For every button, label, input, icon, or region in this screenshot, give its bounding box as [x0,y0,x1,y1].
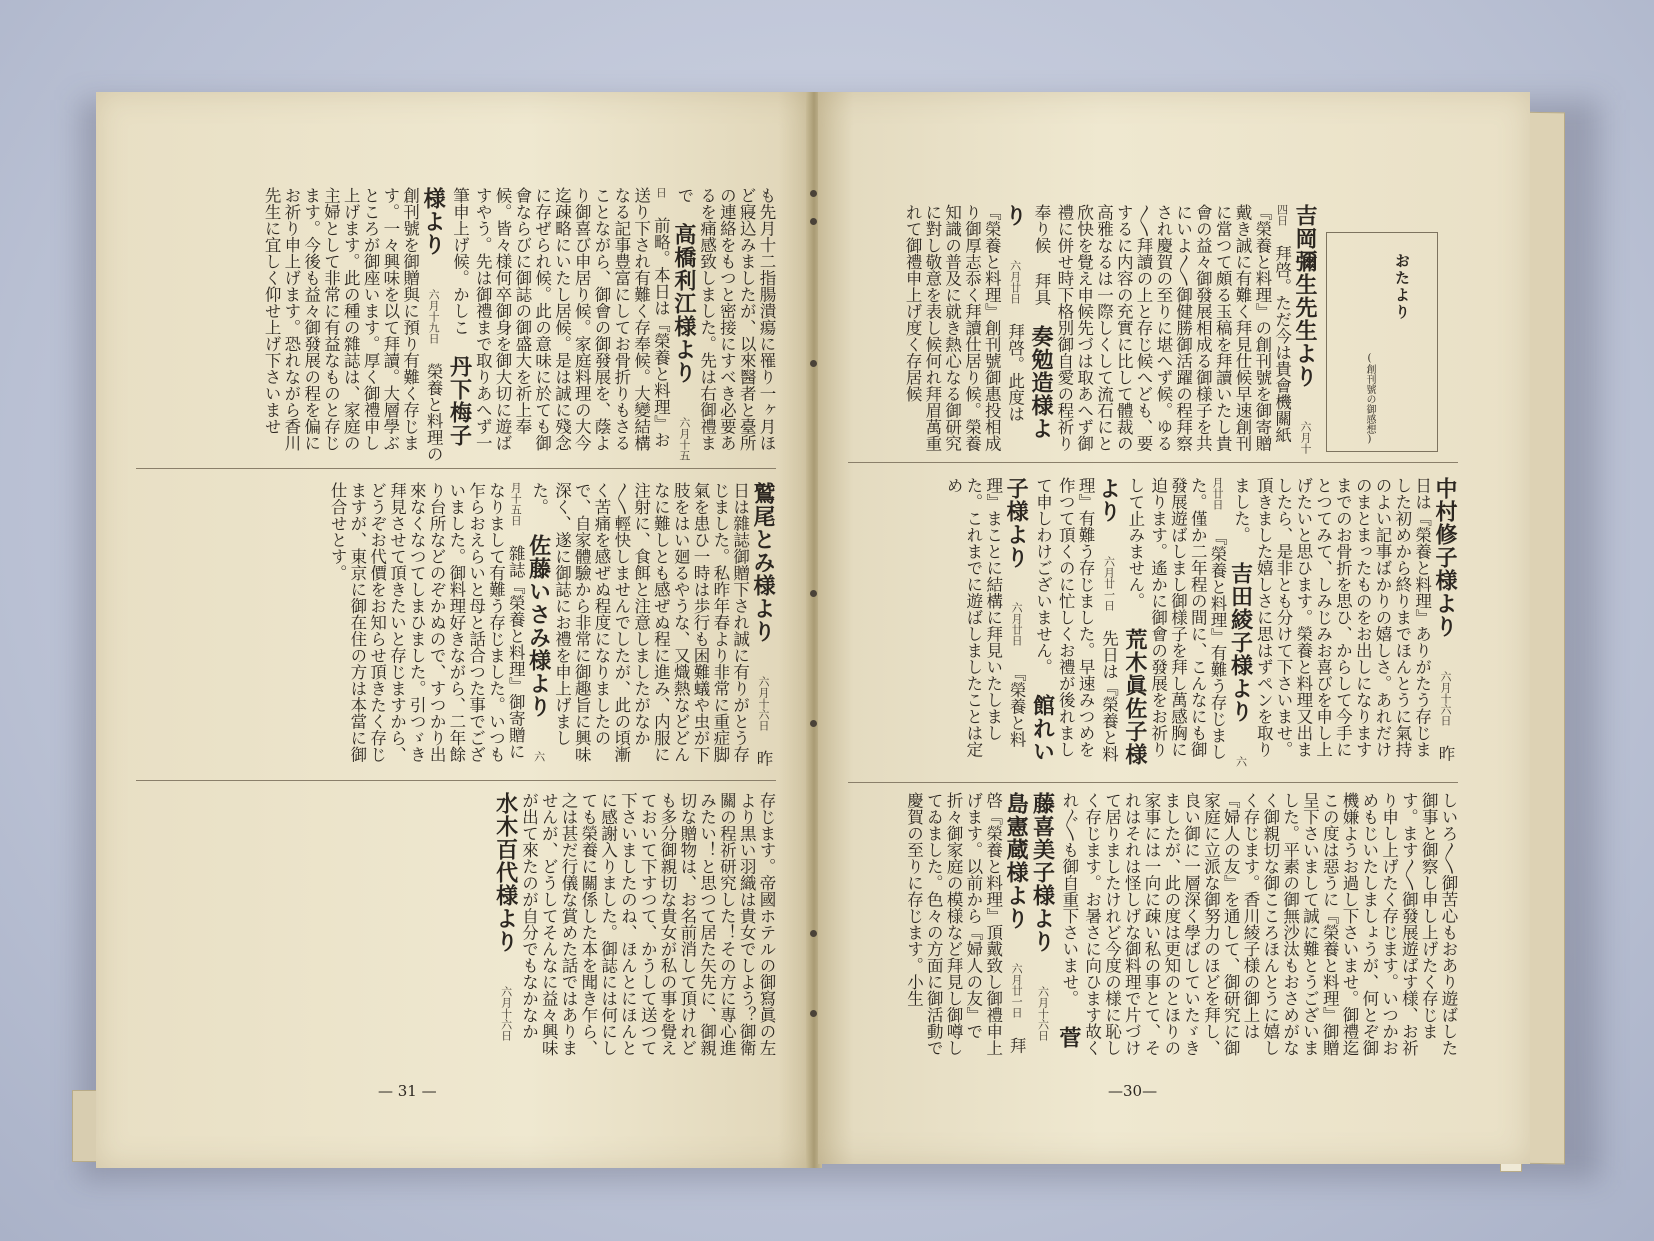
stitch-hole [810,218,817,225]
sender-name: 吉岡彌生先生より [1292,204,1318,388]
letter-date: 六月十五日 [654,187,691,461]
right-mid-block [848,477,1458,772]
letter-date: 六月廿一日 [1102,556,1116,611]
sender-name: 丹下梅子様より [420,187,473,447]
sender-name: 高橋利江様より [670,222,697,384]
letter-date: 六月十六日 [499,986,513,1041]
sender-name: 島憲蔵様より [1003,792,1030,930]
letter-text: 昨日は『榮養と料理』ありがたう存じました初めから終りまでほんとうに氣持のよい記事ばかりの嬉しさ。あれだけのまとまったものをお出しになりますまでのお骨折を思ひ、からして今手にとつてみて、しみじみお喜びを申し上げたいと思ひます。榮養と料理又出ましたら、是非とも分けて下さいませ。頂きました嬉しさに思はずペンを取りました。 [1231,477,1455,762]
letter-text: 『榮養と料理』有難う存じました。僅か二年程の間に、こんなにも御發展遊ばしまし御様子を拜し萬感胸に迫ります。遙かに御會の發展をお祈りして止みません。 [1125,477,1228,760]
divider [848,462,1458,463]
stitch-hole [810,930,817,937]
column-title-box [1326,232,1438,452]
letter-closing: 拜具 [1032,272,1052,306]
left-bot-block [136,792,776,1062]
letter-text: しいろ〳〵御苦心もおあり遊ばした御事と御察し申し上げたく存じます。ます〳〵御發展遊ばす様、お祈り申し上げたく存じます。いつかおめもじいたしましょうが、何とぞ御機嫌ようお過し下さいませ。御禮迄 この度は惡うに『榮養と料理』御贈呈下さいまして誠に難とうございました。平素の御無沙汰もおさめがなく御親切な御こころほんとうに嬉しく存じます。香川綾子様の御上は『婦人の友』を通して、御研究に御家庭に立派な御努力のほどを拜し、良い御に一層深く學ばしていたゞきましたが、此の度は更知のとほりの家事には一向に疎い私の事とて、それはそれは怪しげな御料理で片づけて居りましたけれど今度の様に恥しく存じます。お暑さに向ひます故くれ〴〵も御自重下さいませ。 [1059,792,1458,1056]
sender-name: 鷲尾とみ様より [750,482,776,643]
sender-name: 奏勉造様より [1001,204,1055,440]
letter-date: 六月十五日 [509,482,546,762]
stitch-hole [810,360,817,367]
page-number-right: —30— [1108,1082,1158,1100]
right-top-block [848,204,1318,454]
page-number-left: — 31 — [378,1082,437,1100]
letter-date: 六月十六日 [1036,986,1050,1041]
letter-date: 六月廿日 [1010,602,1024,646]
letter-text: も先月十二指腸潰瘍に罹り一ヶ月ほど寢込みましたが、以來醫者と臺所の連絡をもつと密接にすべき必要あるを痛感致しました。先は右御禮まで [674,187,776,451]
stitch-hole [810,720,817,727]
divider [848,782,1458,783]
letter-text: 昨日は雜誌御贈下され誠に有りがとう存じました。私昨年春より非常に重症脚氣を患ひ一時は歩行も困難蟻や虫が下肢をはい廻るやうな、又熾熱などどんなに難しとも感ぜぬ程に進み、内服に注射に、食餌と注意しましたがなか〳〵輕快しませんでしたが、此の頃漸く苦痛を感ぜぬ程度になりましたので、自家體驗から非常に御趣旨に興味深く、遂に御誌にお禮を申上げました。 [529,482,773,767]
right-page [818,92,1530,1164]
column-subtitle: (創刊號の御感想) [1364,353,1375,445]
left-mid-block [136,482,776,772]
left-top-block [136,187,776,462]
letter-text: 拜啓。此度は『榮養と料理』創刊號御惠投相成り御厚志忝く拜讀仕居り候。榮養知識の普及に就き熱心なる御研究に對し敬意を表し候何れ拜眉萬重れて御禮申上げ度く存居候 [903,204,1025,452]
letter-date: 六月廿一日 [1010,963,1024,1018]
sender-name: 館れい子様より [1003,477,1056,763]
letter-date: 六月十六日 [1439,671,1452,726]
sender-name: 吉田綾子様より [1227,562,1254,723]
letter-date: 六月十六日 [757,676,770,731]
stitch-hole [810,590,817,597]
letter-date: 六月十九日 [427,289,441,344]
letter-text: 拜啓『榮養と料理』頂戴致し御禮申上げます。以前から『婦人の友』で折々御家庭の模様など拜見し御噂してゐました。色々の方面に御活動で慶賀の至りに存じます。小生 [904,792,1027,1056]
sender-name: 水木百代様より [492,792,519,953]
stitch-hole [810,190,817,197]
stitch-hole [810,1010,817,1017]
divider [136,468,776,469]
right-bot-block [848,792,1458,1062]
letter-text: 拜啓。ただ今は貴會機關紙『榮養と料理』の創刊號を御寄贈戴き誠に有難く拜見仕候早速創刊に當つて頗る玉稿を拜讀いたし貴會の益々御發展相成る御様子を共にいよ〳〵御健勝御活躍の程拜察され慶賀の至りに堪へず候。ゆる〳〵拜讀の上と存じ候へども、要するに内容の充實に比して體裁の高雅なるは一際しくして流石にと欣快を覺え申候先づは取あへず御禮に併せ時下格別御自愛の程祈り奉り候 [1032,204,1292,452]
left-page [96,92,814,1168]
letter-date: 六月廿日 [1211,477,1248,767]
letter-text: 榮養と料理の創刊號を御贈與に預り有難く存じます。一々興味を以て拜讀。大層學ぶところが御座います。厚く御禮申し上げます。此の種の雜誌は、家庭の主婦として非常に有益なものと存じます。今後も益々御發展の程を偏にお祈り申上げます。恐れながら香川先生に宜しく仰せ上げ下さいませ [262,187,444,462]
sender-name: 荒木眞佐子様より [1095,477,1148,766]
letter-date: 六月十四日 [1275,204,1312,454]
divider [136,780,776,781]
sender-name: 菅藤喜美子様より [1029,792,1082,1049]
letter-text: 雜誌『榮養と料理』御寄贈になりまして有難う存じました。いつも乍らおえらいと母と話合つた事でございました。御料理好きながら、二年餘り台所などのぞかぬので、すつかり出來なくなつてしまひました。引つゞき拜見させて頂きたいと存じますから、どうぞお代價をお知らせ頂きたく存じますが、東京に御在住の方は本當に御仕合せとす。 [328,482,526,763]
column-title: おたより [1393,253,1411,321]
sender-name: 中村修子様より [1432,477,1458,638]
letter-text: 前略。本日は『榮養と料理』お送り下され有難く存奉候。大變結構なる記事豊富にしてお骨折りもさることながら、御會の御發展を、蔭より御喜び申居り候。家庭料理の大今迄疎略にいたし居候。是は誠に殘念に存ぜられ候。此の意味に於ても御會ならびに御誌の御盛大を祈上奉候。皆々様何卒御身を御大切に遊ばすやう。先は御禮まで取りあへず一筆申上げ候。かしこ [450,187,671,451]
letter-text: 『榮養と料理』まことに結構に拜見いたしました。これまでに遊ばしましたことは定め [944,477,1027,758]
letter-text: 存じます。帝國ホテルの御寫眞の左より黒い羽織は貴女でしよう？御衛關の程祈研究した！その方に專心進みたい！と思つて居た矢先に、御親切な贈物は、お名前消して頂けれども多分御親切な貴女が私の事を覺えておいて下すつて、かうして送つて下さいましたのね、ほんとにほんとに感謝入りました。御誌には何にしても榮養に關係した本を聞き乍ら、之は甚だ行儀な賞めた話ではありませんが、どうしてそんなに益々興味が出て來たのが自分でもなかなか [519,792,776,1056]
letter-text: 先日は『榮養と料理』有難う存じました。早速みつめを作つて頂くのに忙しくお禮が後れまして申しわけございません。 [1033,477,1119,762]
letter-date: 六月廿日 [1008,260,1022,304]
sender-name: 佐藤いさみ様より [525,534,552,718]
